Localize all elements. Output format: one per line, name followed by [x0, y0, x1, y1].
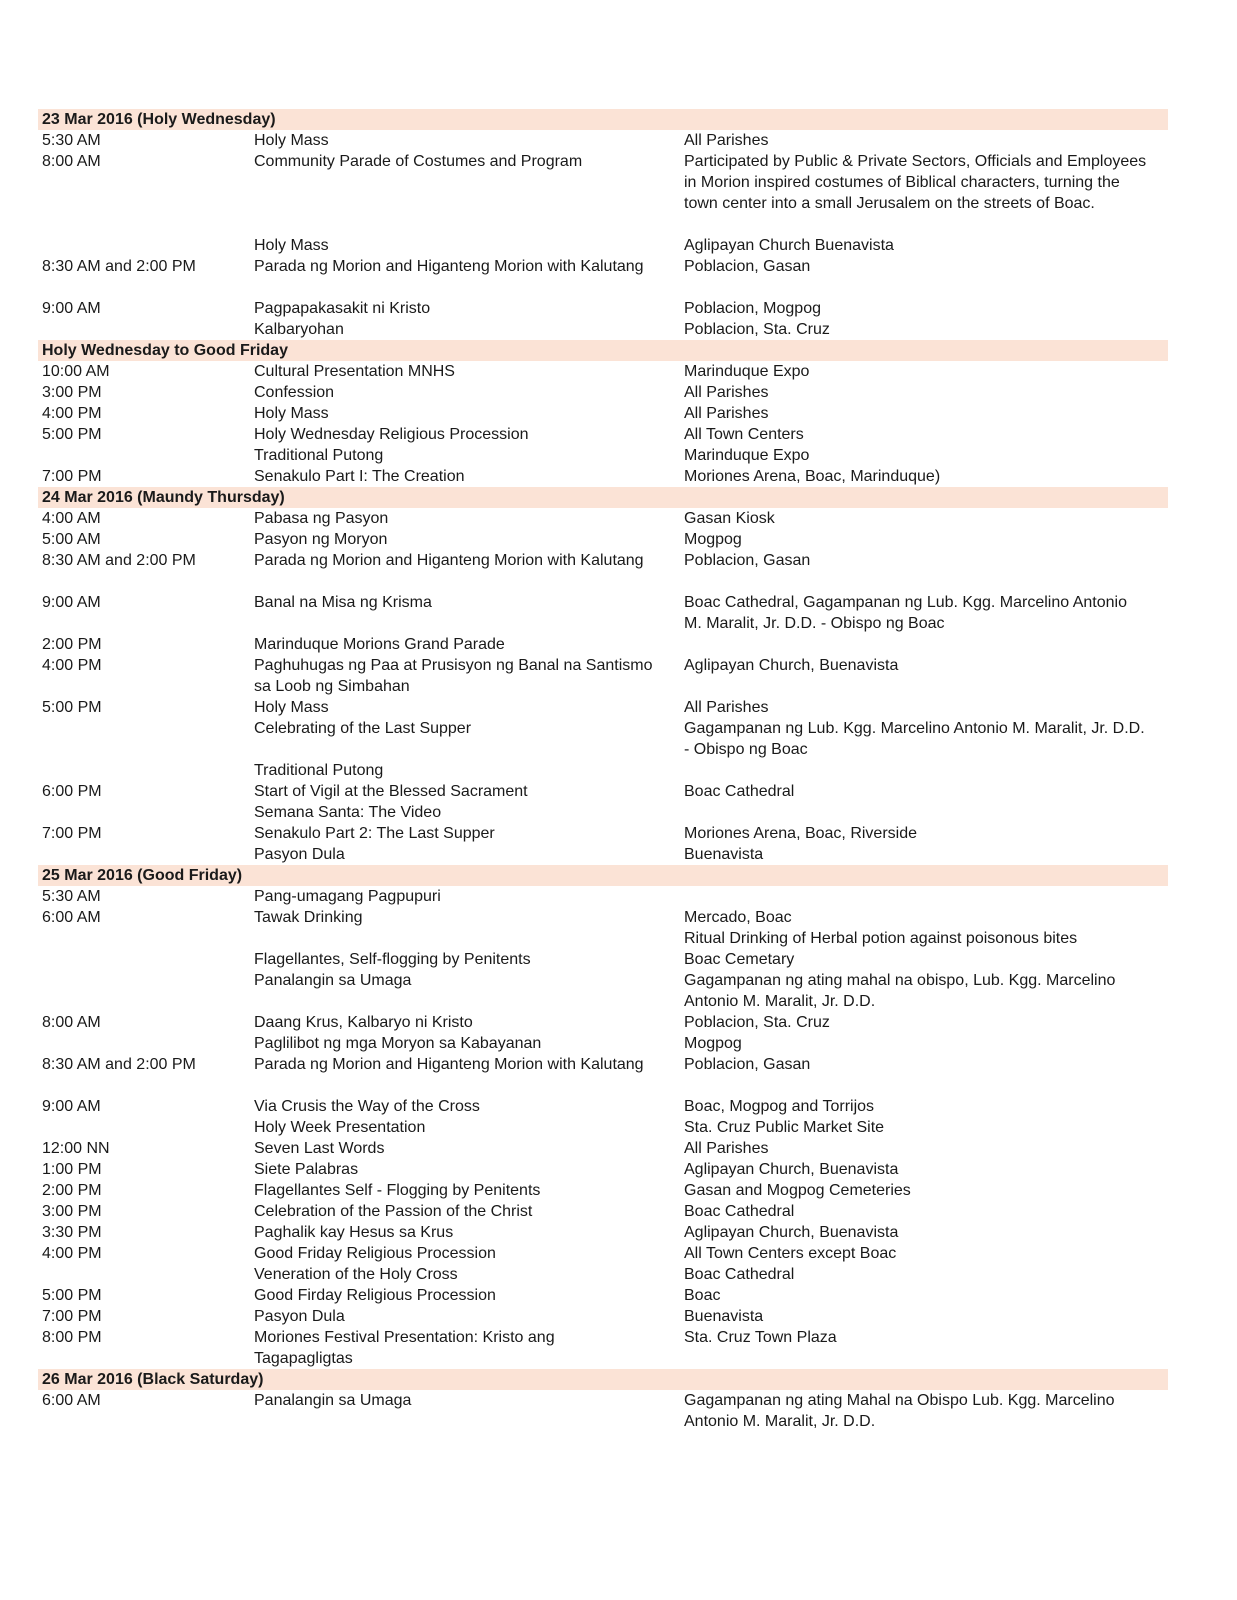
event-time: 4:00 PM [42, 1245, 102, 1262]
event-name [254, 277, 680, 298]
table-row [38, 1012, 1168, 1033]
table-row [38, 361, 1168, 382]
table-row [38, 403, 1168, 424]
event-time [38, 277, 254, 298]
event-time [38, 802, 254, 823]
event-location: Mogpog [684, 1035, 742, 1052]
event-time [38, 214, 254, 235]
table-row [38, 151, 1168, 214]
table-row [38, 907, 1168, 949]
event-name: Parada ng Morion and Higanteng Morion with Kalutang [254, 258, 644, 275]
event-name: Traditional Putong [254, 762, 384, 779]
event-name: Cultural Presentation MNHS [254, 363, 455, 380]
event-location: Aglipayan Church Buenavista [684, 237, 894, 254]
table-row [38, 235, 1168, 256]
event-location: All Town Centers except Boac [684, 1245, 897, 1262]
event-location [680, 886, 1168, 907]
event-name: Daang Krus, Kalbaryo ni Kristo [254, 1014, 473, 1031]
event-name: Paglilibot ng mga Moryon sa Kabayanan [254, 1035, 542, 1052]
event-name: Pabasa ng Pasyon [254, 510, 389, 527]
event-time: 2:00 PM [42, 636, 102, 653]
event-location: Poblacion, Mogpog [684, 300, 821, 317]
table-row [38, 214, 1168, 235]
event-name: Via Crusis the Way of the Cross [254, 1098, 480, 1115]
event-name: Celebration of the Passion of the Christ [254, 1203, 533, 1220]
table-row [38, 1033, 1168, 1054]
event-time: 8:30 AM and 2:00 PM [42, 1056, 196, 1073]
event-name: Panalangin sa Umaga [254, 1392, 412, 1409]
table-row [38, 277, 1168, 298]
event-name: Pasyon ng Moryon [254, 531, 388, 548]
event-location [680, 634, 1168, 655]
table-row [38, 1327, 1168, 1369]
event-location: All Parishes [684, 384, 769, 401]
table-row [38, 1306, 1168, 1327]
event-location: All Parishes [684, 1140, 769, 1157]
event-location: Buenavista [684, 1308, 764, 1325]
event-time [38, 844, 254, 865]
event-location: All Parishes [684, 405, 769, 422]
event-name: Seven Last Words [254, 1140, 385, 1157]
event-name [254, 1075, 680, 1096]
event-location: Mogpog [684, 531, 742, 548]
event-location: Aglipayan Church, Buenavista [684, 1224, 899, 1241]
table-row [38, 466, 1168, 487]
event-location: Sta. Cruz Town Plaza [684, 1329, 837, 1346]
event-location: All Parishes [684, 132, 769, 149]
table-row [38, 445, 1168, 466]
event-location: Gagampanan ng ating Mahal na Obispo Lub. Kgg. Marcelino Antonio M. Maralit, Jr. D.D. [684, 1392, 1115, 1430]
event-time: 7:00 PM [42, 1308, 102, 1325]
event-name: Pagpapakasakit ni Kristo [254, 300, 431, 317]
event-name: Holy Mass [254, 405, 329, 422]
event-name: Parada ng Morion and Higanteng Morion with Kalutang [254, 552, 644, 569]
event-time [38, 970, 254, 1012]
table-row [38, 1390, 1168, 1432]
event-name: Tawak Drinking [254, 909, 363, 926]
event-time [38, 718, 254, 760]
event-location: Boac Cathedral [684, 1203, 795, 1220]
event-name: Holy Mass [254, 237, 329, 254]
table-row [38, 970, 1168, 1012]
event-time [38, 760, 254, 781]
table-row [38, 1117, 1168, 1138]
event-name [254, 214, 680, 235]
event-location [680, 277, 1168, 298]
table-row [38, 634, 1168, 655]
event-location: Boac Cemetary [684, 951, 795, 968]
event-name: Kalbaryohan [254, 321, 344, 338]
table-row [38, 1180, 1168, 1201]
table-row [38, 844, 1168, 865]
event-time: 6:00 AM [42, 1392, 101, 1409]
table-row [38, 1096, 1168, 1117]
event-time [38, 949, 254, 970]
event-time [38, 1264, 254, 1285]
table-row [38, 1159, 1168, 1180]
event-name: Marinduque Morions Grand Parade [254, 636, 505, 653]
table-row [38, 1201, 1168, 1222]
section-header: 25 Mar 2016 (Good Friday) [38, 865, 1168, 886]
table-row [38, 571, 1168, 592]
event-time [38, 1033, 254, 1054]
table-row [38, 886, 1168, 907]
event-name [254, 571, 680, 592]
event-location: Gasan Kiosk [684, 510, 775, 527]
event-name: Holy Mass [254, 132, 329, 149]
event-time [38, 1075, 254, 1096]
schedule-table [38, 109, 1168, 1432]
event-name: Pasyon Dula [254, 846, 345, 863]
event-location: Boac Cathedral, Gagampanan ng Lub. Kgg. Marcelino Antonio M. Maralit, Jr. D.D. - Obispo ng Boac [684, 594, 1127, 632]
event-name: Community Parade of Costumes and Program [254, 153, 583, 170]
event-name: Good Firday Religious Procession [254, 1287, 496, 1304]
event-time: 5:00 PM [42, 1287, 102, 1304]
event-location [680, 802, 1168, 823]
table-row [38, 760, 1168, 781]
table-row [38, 1138, 1168, 1159]
table-row [38, 424, 1168, 445]
event-name: Paghalik kay Hesus sa Krus [254, 1224, 454, 1241]
event-time: 10:00 AM [42, 363, 110, 380]
event-location: Mercado, Boac Ritual Drinking of Herbal potion against poisonous bites [684, 909, 1078, 947]
event-location: Moriones Arena, Boac, Marinduque) [684, 468, 941, 485]
event-time: 4:00 PM [42, 657, 102, 674]
event-time: 8:00 AM [42, 1014, 101, 1031]
event-location: Marinduque Expo [684, 363, 810, 380]
table-row [38, 130, 1168, 151]
event-name: Traditional Putong [254, 447, 384, 464]
event-time: 6:00 AM [42, 909, 101, 926]
table-row [38, 1285, 1168, 1306]
event-name: Holy Wednesday Religious Procession [254, 426, 529, 443]
event-time: 4:00 AM [42, 510, 101, 527]
event-location [680, 1075, 1168, 1096]
event-location: Poblacion, Gasan [684, 552, 811, 569]
table-row [38, 718, 1168, 760]
event-location: Aglipayan Church, Buenavista [684, 657, 899, 674]
event-time: 5:30 AM [42, 132, 101, 149]
event-time: 8:30 AM and 2:00 PM [42, 552, 196, 569]
table-row [38, 1222, 1168, 1243]
event-time: 7:00 PM [42, 825, 102, 842]
table-row [38, 823, 1168, 844]
event-name: Holy Week Presentation [254, 1119, 426, 1136]
event-name: Confession [254, 384, 335, 401]
event-location: Gagampanan ng ating mahal na obispo, Lub. Kgg. Marcelino Antonio M. Maralit, Jr. D.D. [684, 972, 1116, 1010]
table-row [38, 655, 1168, 697]
table-row [38, 319, 1168, 340]
section-header: Holy Wednesday to Good Friday [38, 340, 1168, 361]
event-location: Boac, Mogpog and Torrijos [684, 1098, 875, 1115]
section-header: 23 Mar 2016 (Holy Wednesday) [38, 109, 1168, 130]
event-name: Senakulo Part I: The Creation [254, 468, 465, 485]
event-time: 3:00 PM [42, 1203, 102, 1220]
event-name: Good Friday Religious Procession [254, 1245, 496, 1262]
event-name: Celebrating of the Last Supper [254, 720, 472, 737]
event-location [680, 214, 1168, 235]
event-time: 4:00 PM [42, 405, 102, 422]
table-row [38, 802, 1168, 823]
table-row [38, 781, 1168, 802]
event-location: Poblacion, Gasan [684, 258, 811, 275]
event-time: 3:30 PM [42, 1224, 102, 1241]
event-location: Participated by Public & Private Sectors, Officials and Employees in Morion inspired costumes of Biblical characters, turning the town center into a small Jerusalem on the streets of Boac. [684, 153, 1147, 212]
event-time: 1:00 PM [42, 1161, 102, 1178]
event-name: Moriones Festival Presentation: Kristo ang Tagapagligtas [254, 1329, 555, 1367]
table-row [38, 697, 1168, 718]
event-time [38, 1117, 254, 1138]
event-name: Panalangin sa Umaga [254, 972, 412, 989]
event-location [680, 760, 1168, 781]
event-time: 8:00 AM [42, 153, 101, 170]
event-name: Pang-umagang Pagpupuri [254, 888, 441, 905]
event-location: Poblacion, Sta. Cruz [684, 1014, 830, 1031]
table-row [38, 1264, 1168, 1285]
event-time: 12:00 NN [42, 1140, 110, 1157]
table-row [38, 298, 1168, 319]
event-time: 6:00 PM [42, 783, 102, 800]
event-location: Buenavista [684, 846, 764, 863]
section-header: 26 Mar 2016 (Black Saturday) [38, 1369, 1168, 1390]
event-location: Boac Cathedral [684, 783, 795, 800]
event-time: 5:00 PM [42, 699, 102, 716]
event-location: Sta. Cruz Public Market Site [684, 1119, 885, 1136]
event-name: Siete Palabras [254, 1161, 359, 1178]
event-time: 3:00 PM [42, 384, 102, 401]
event-location: All Parishes [684, 699, 769, 716]
event-time: 7:00 PM [42, 468, 102, 485]
event-name: Senakulo Part 2: The Last Supper [254, 825, 495, 842]
event-location: Gagampanan ng Lub. Kgg. Marcelino Antonio M. Maralit, Jr. D.D. - Obispo ng Boac [684, 720, 1145, 758]
event-location: Moriones Arena, Boac, Riverside [684, 825, 917, 842]
event-time: 9:00 AM [42, 300, 101, 317]
table-row [38, 1054, 1168, 1075]
event-time [38, 319, 254, 340]
table-row [38, 256, 1168, 277]
event-location: Poblacion, Sta. Cruz [684, 321, 830, 338]
event-name: Pasyon Dula [254, 1308, 345, 1325]
event-name: Parada ng Morion and Higanteng Morion with Kalutang [254, 1056, 644, 1073]
event-location: Gasan and Mogpog Cemeteries [684, 1182, 911, 1199]
event-location: Boac Cathedral [684, 1266, 795, 1283]
event-time: 9:00 AM [42, 594, 101, 611]
event-location: All Town Centers [684, 426, 804, 443]
event-location: Marinduque Expo [684, 447, 810, 464]
table-row [38, 550, 1168, 571]
table-row [38, 592, 1168, 634]
event-name: Semana Santa: The Video [254, 804, 442, 821]
table-row [38, 1075, 1168, 1096]
table-row [38, 1243, 1168, 1264]
event-name: Veneration of the Holy Cross [254, 1266, 458, 1283]
event-name: Start of Vigil at the Blessed Sacrament [254, 783, 528, 800]
event-name: Banal na Misa ng Krisma [254, 594, 432, 611]
event-location [680, 571, 1168, 592]
event-time: 8:30 AM and 2:00 PM [42, 258, 196, 275]
event-location: Boac [684, 1287, 721, 1304]
event-time: 8:00 PM [42, 1329, 102, 1346]
event-name: Flagellantes Self - Flogging by Penitents [254, 1182, 541, 1199]
event-name: Paghuhugas ng Paa at Prusisyon ng Banal na Santismo sa Loob ng Simbahan [254, 657, 653, 695]
section-header: 24 Mar 2016 (Maundy Thursday) [38, 487, 1168, 508]
event-time: 9:00 AM [42, 1098, 101, 1115]
event-name: Holy Mass [254, 699, 329, 716]
event-time: 5:00 AM [42, 531, 101, 548]
table-row [38, 382, 1168, 403]
event-time: 5:00 PM [42, 426, 102, 443]
event-location: Poblacion, Gasan [684, 1056, 811, 1073]
event-name: Flagellantes, Self-flogging by Penitents [254, 951, 531, 968]
event-location: Aglipayan Church, Buenavista [684, 1161, 899, 1178]
table-row [38, 508, 1168, 529]
event-time: 5:30 AM [42, 888, 101, 905]
table-row [38, 949, 1168, 970]
event-time: 2:00 PM [42, 1182, 102, 1199]
table-row [38, 529, 1168, 550]
event-time [38, 445, 254, 466]
event-time [38, 571, 254, 592]
event-time [38, 235, 254, 256]
